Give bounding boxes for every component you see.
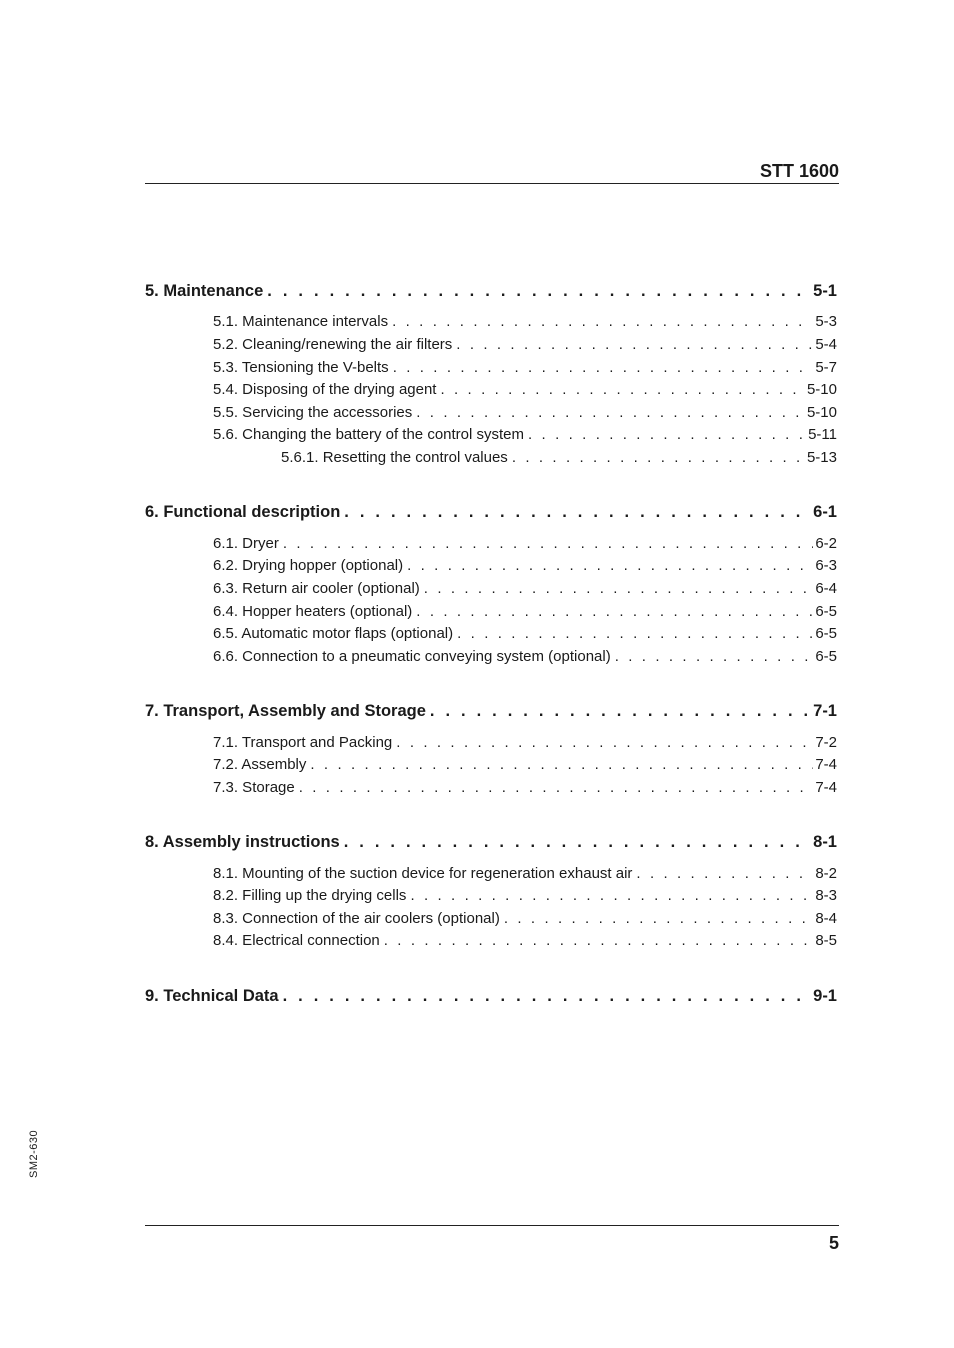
toc-leader-dots	[528, 426, 806, 443]
toc-leader-dots	[310, 756, 813, 773]
toc-entry-title: 6.4. Hopper heaters (optional)	[213, 603, 413, 620]
toc-entry-title: 5.6.1. Resetting the control values	[281, 449, 508, 466]
toc-leader-dots	[393, 359, 814, 376]
toc-entry-title: 7. Transport, Assembly and Storage	[145, 702, 426, 720]
toc-section-entry	[213, 313, 837, 330]
toc-page-number: 8-3	[815, 887, 837, 904]
toc-leader-dots	[407, 557, 813, 574]
toc-leader-dots	[267, 282, 811, 301]
toc-section-entry	[213, 887, 837, 904]
toc-entry-title: 5.2. Cleaning/renewing the air filters	[213, 336, 453, 353]
toc-entry-title: 5. Maintenance	[145, 282, 264, 300]
toc-page-number: 6-3	[815, 557, 837, 574]
toc-entry-title: 7.3. Storage	[213, 779, 295, 796]
toc-page-number: 8-5	[815, 932, 837, 949]
toc-entry-title: 5.1. Maintenance intervals	[213, 313, 389, 330]
document-code: SM2-630	[28, 1129, 40, 1178]
toc-section-entry	[213, 580, 837, 597]
toc-leader-dots	[396, 734, 813, 751]
toc-page-number: 5-4	[815, 336, 837, 353]
toc-page-number: 8-1	[813, 833, 837, 851]
toc-leader-dots	[410, 887, 813, 904]
toc-entry-title: 6.6. Connection to a pneumatic conveying system (optional)	[213, 648, 611, 665]
toc-page-number: 5-10	[806, 404, 837, 421]
toc-entry-title: 5.5. Servicing the accessories	[213, 404, 413, 421]
toc-section-entry	[213, 779, 837, 796]
toc-entry-title: 6.3. Return air cooler (optional)	[213, 580, 420, 597]
toc-leader-dots	[283, 987, 812, 1006]
footer-rule	[145, 1225, 839, 1226]
toc-section-entry	[213, 426, 837, 443]
toc-page-number: 5-3	[815, 313, 837, 330]
toc-page-number: 7-1	[813, 702, 837, 720]
toc-leader-dots	[430, 702, 811, 721]
toc-leader-dots	[457, 625, 813, 642]
toc-section-entry	[213, 625, 837, 642]
toc-leader-dots	[416, 603, 813, 620]
toc-page-number: 6-4	[815, 580, 837, 597]
toc-entry-title: 8.4. Electrical connection	[213, 932, 380, 949]
toc-page-number: 5-10	[806, 381, 837, 398]
toc-page-number: 8-2	[815, 865, 837, 882]
toc-section-entry	[213, 404, 837, 421]
toc-entry-title: 5.3. Tensioning the V-belts	[213, 359, 389, 376]
document-title: STT 1600	[759, 161, 839, 181]
toc-entry-title: 7.2. Assembly	[213, 756, 307, 773]
toc-entry-title: 8.1. Mounting of the suction device for regeneration exhaust air	[213, 865, 633, 882]
toc-page-number: 6-5	[815, 648, 837, 665]
toc-section-entry	[213, 865, 837, 882]
toc-leader-dots	[384, 932, 814, 949]
toc-entry-title: 9. Technical Data	[145, 987, 279, 1005]
toc-page-number: 5-11	[808, 426, 837, 443]
toc-section-entry	[213, 557, 837, 574]
toc-section-entry	[213, 359, 837, 376]
toc-leader-dots	[636, 865, 813, 882]
toc-page-number: 9-1	[813, 987, 837, 1005]
toc-page-number: 8-4	[815, 910, 837, 927]
toc-leader-dots	[283, 535, 813, 552]
toc-leader-dots	[504, 910, 813, 927]
toc-leader-dots	[424, 580, 814, 597]
toc-leader-dots	[344, 833, 811, 852]
toc-page-number: 6-1	[813, 503, 837, 521]
toc-page-number: 6-2	[815, 535, 837, 552]
toc-section-entry	[213, 734, 837, 751]
toc-entry-title: 6.2. Drying hopper (optional)	[213, 557, 404, 574]
toc-leader-dots	[512, 449, 805, 466]
toc-entry-title: 8.2. Filling up the drying cells	[213, 887, 407, 904]
toc-section-entry	[213, 932, 837, 949]
toc-section-entry	[213, 648, 837, 665]
toc-entry-title: 8. Assembly instructions	[145, 833, 340, 851]
toc-section-entry	[213, 535, 837, 552]
toc-leader-dots	[344, 503, 811, 522]
toc-entry-title: 6.1. Dryer	[213, 535, 279, 552]
toc-section-entry	[213, 756, 837, 773]
toc-leader-dots	[440, 381, 804, 398]
toc-entry-title: 5.4. Disposing of the drying agent	[213, 381, 437, 398]
toc-page-number: 6-5	[815, 603, 837, 620]
toc-section-entry	[213, 910, 837, 927]
toc-page-number: 6-5	[815, 625, 837, 642]
toc-page-number: 7-4	[815, 779, 837, 796]
toc-leader-dots	[615, 648, 814, 665]
toc-leader-dots	[392, 313, 813, 330]
toc-page-number: 7-4	[815, 756, 837, 773]
toc-section-entry	[213, 603, 837, 620]
toc-page-number: 5-13	[806, 449, 837, 466]
toc-entry-title: 6. Functional description	[145, 503, 341, 521]
toc-entry-title: 6.5. Automatic motor flaps (optional)	[213, 625, 454, 642]
toc-section-entry	[213, 336, 837, 353]
toc-page-number: 5-1	[813, 282, 837, 300]
toc-chapter-entry	[145, 503, 837, 522]
toc-chapter-entry	[145, 702, 837, 721]
toc-leader-dots	[416, 404, 805, 421]
toc-entry-title: 5.6. Changing the battery of the control system	[213, 426, 525, 443]
toc-section-entry	[213, 381, 837, 398]
header-rule	[145, 183, 839, 184]
toc-page-number: 5-7	[815, 359, 837, 376]
toc-chapter-entry	[145, 282, 837, 301]
toc-entry-title: 8.3. Connection of the air coolers (optional)	[213, 910, 500, 927]
toc-leader-dots	[299, 779, 814, 796]
toc-leader-dots	[456, 336, 813, 353]
toc-chapter-entry	[145, 987, 837, 1006]
toc-chapter-entry	[145, 833, 837, 852]
toc-page-number: 7-2	[815, 734, 837, 751]
page-number: 5	[828, 1233, 839, 1253]
toc-section-entry	[281, 449, 837, 466]
toc-entry-title: 7.1. Transport and Packing	[213, 734, 393, 751]
